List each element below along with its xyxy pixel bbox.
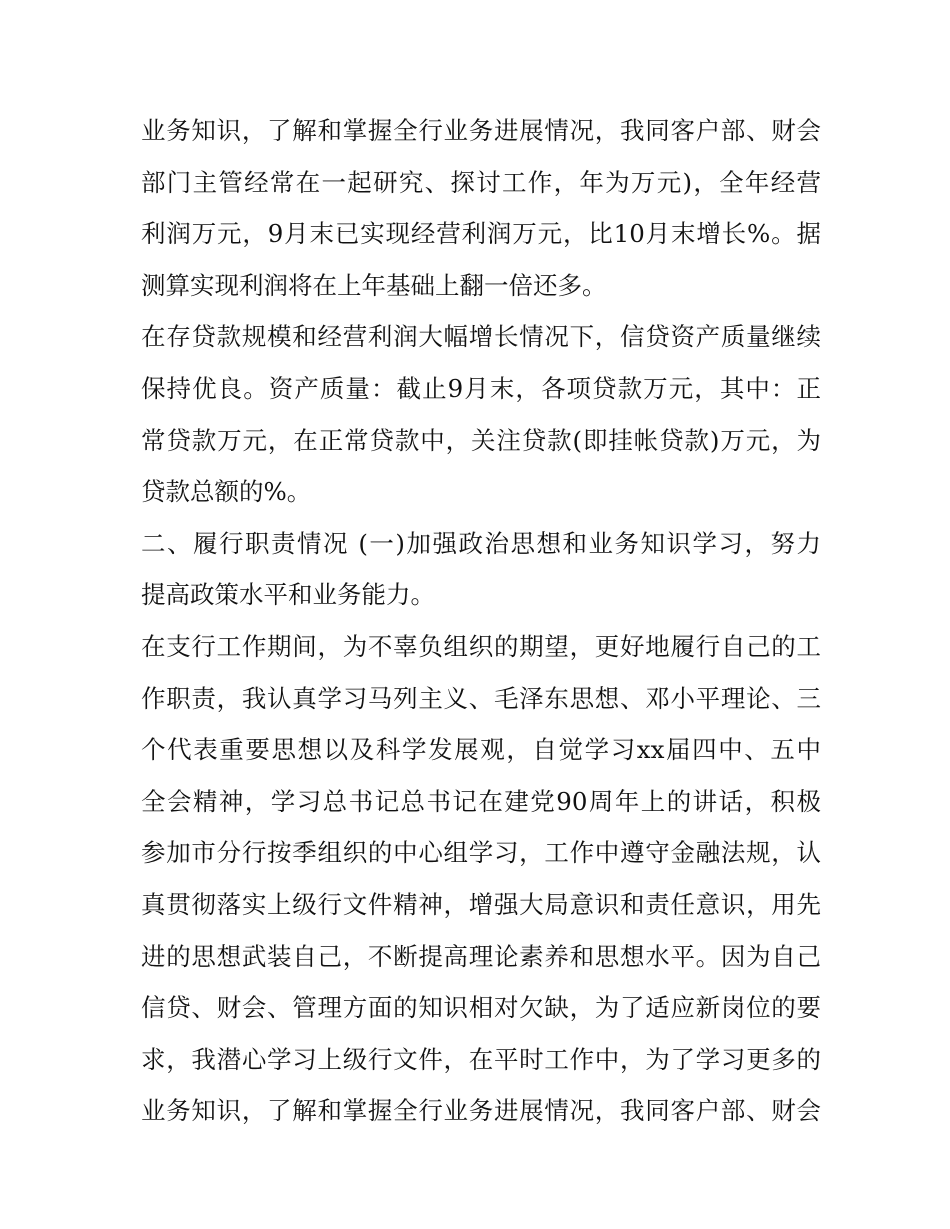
text-line: 部门主管经常在一起研究、探讨工作，年为万元)，全年经营	[141, 167, 821, 197]
text-line: 业务知识，了解和掌握全行业务进展情况，我同客户部、财会	[141, 116, 821, 145]
paragraph-3-section-heading	[141, 518, 821, 621]
text-line: 保持优良。资产质量：截止9月末，各项贷款万元，其中：正	[141, 373, 821, 403]
text-line: 进的思想武装自己，不断提高理论素养和思想水平。因为自己	[141, 941, 821, 971]
paragraph-1	[141, 105, 821, 311]
text-line: 个代表重要思想以及科学发展观，自觉学习xx届四中、五中	[141, 735, 821, 765]
document-body	[141, 105, 821, 1137]
text-line: 测算实现利润将在上年基础上翻一倍还多。	[141, 270, 607, 300]
text-line: 全会精神，学习总书记总书记在建党90周年上的讲话，积极	[141, 786, 821, 816]
text-line: 在支行工作期间，为不辜负组织的期望，更好地履行自己的工	[141, 631, 821, 661]
text-line: 参加市分行按季组织的中心组学习，工作中遵守金融法规，认	[141, 838, 821, 868]
text-line: 作职责，我认真学习马列主义、毛泽东思想、邓小平理论、三	[141, 683, 821, 713]
text-line: 提高政策水平和业务能力。	[141, 580, 435, 610]
text-line: 求，我潜心学习上级行文件，在平时工作中，为了学习更多的	[141, 1044, 821, 1074]
text-line: 贷款总额的%。	[141, 477, 312, 507]
text-line: 常贷款万元，在正常贷款中，关注贷款(即挂帐贷款)万元，为	[141, 425, 821, 455]
text-line: 在存贷款规模和经营利润大幅增长情况下，信贷资产质量继续	[141, 322, 821, 352]
paragraph-4	[141, 621, 821, 1137]
text-line: 信贷、财会、管理方面的知识相对欠缺，为了适应新岗位的要	[141, 993, 821, 1023]
text-line: 业务知识，了解和掌握全行业务进展情况，我同客户部、财会	[141, 1096, 821, 1126]
paragraph-2	[141, 311, 821, 517]
text-line: 真贯彻落实上级行文件精神，增强大局意识和责任意识，用先	[141, 889, 821, 919]
text-line: 利润万元，9月末已实现经营利润万元，比10月末增长%。据	[141, 219, 821, 249]
text-line: 二、履行职责情况 (一)加强政治思想和业务知识学习，努力	[141, 528, 821, 558]
